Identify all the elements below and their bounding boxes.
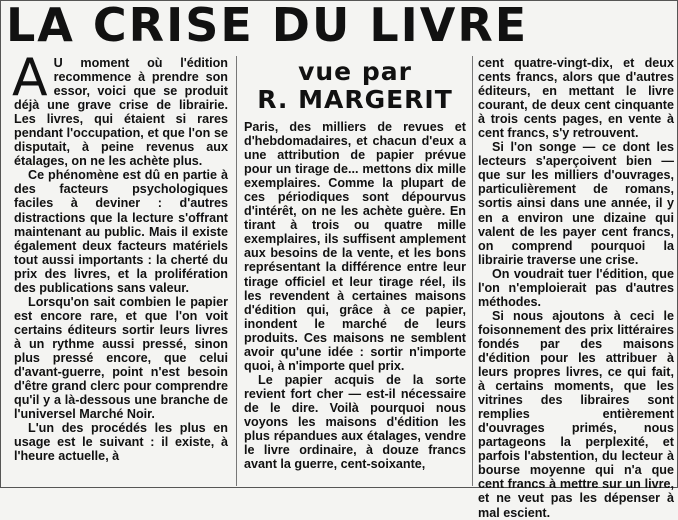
subtitle-block bbox=[244, 58, 466, 114]
paragraph: L'un des procédés les plus en usage est le suivant : il existe, à l'heure actuelle, à bbox=[14, 421, 228, 464]
author-name: R. MARGERIT bbox=[257, 85, 453, 114]
article-column-1 bbox=[12, 48, 228, 464]
column-rule bbox=[236, 56, 237, 486]
paragraph: cent quatre-vingt-dix, et deux cents francs, alors que d'autres éditeurs, en mettant le livre courant, de deux cent cinquante à trois cents pages, en vente à cent francs, s'y retrouvent. bbox=[478, 56, 674, 141]
paragraph: Le papier acquis de la sorte revient fort cher — est-il nécessaire de le dire. Voilà pourquoi nous voyons les maisons d'édition les plus répandues aux étalages, vendre le livre ordinaire, à douze francs avant la guerre, cent-soixante, bbox=[244, 372, 466, 472]
subtitle-line-1: vue par bbox=[298, 57, 412, 86]
paragraph: Ce phénomène est dû en partie à des facteurs psychologiques faciles à deviner : d'autres distractions que la lecture s'offrant maintenant au public. Mais il existe également deux facteurs matériels tout aussi importants : la cherté du prix des livres, et la prolifération des publications sans valeur. bbox=[14, 168, 228, 295]
column-rule bbox=[472, 56, 473, 486]
drop-cap: A bbox=[12, 48, 48, 108]
article-column-2 bbox=[244, 120, 466, 471]
headline: LA CRISE DU LIVRE bbox=[6, 0, 529, 52]
lead-text: U moment où l'édition recommence à prendre son essor, voici que se produit déjà une grave crise de librairie. Les livres, qui étaient si rares pendant l'occupation, et que l'on se disputait, à peine revenus aux étalages, on ne les achète plus. bbox=[14, 56, 228, 169]
paragraph: Lorsqu'on sait combien le papier est encore rare, et que l'on voit certains éditeurs sortir leurs livres à un rythme aussi pressé, sinon plus pressé encore, que celui d'avant-guerre, point n'est besoin d'être grand clerc pour comprendre qu'il y a là-dessous une branche de l'universel Marché Noir. bbox=[14, 294, 228, 422]
article-column-3 bbox=[478, 56, 674, 520]
paragraph: Si l'on songe — ce dont les lecteurs s'aperçoivent bien — que sur les milliers d'ouvrages, particulièrement de romans, sortis ainsi dans une année, il y en a environ une dizaine qui valent de les payer cent francs, on comprend pourquoi la librairie traverse une crise. bbox=[478, 140, 674, 267]
paragraph: Si nous ajoutons à ceci le foisonnement des prix littéraires fondés par des maisons d'édition pour les attribuer à leurs propres livres, ce qui fait, à certains moments, que les vitrines des libraires sont remplies entièrement d'ouvrages primés, nous partageons la perplexité, et parfois l'abstention, du lecteur à bourse moyenne qui n'a que cent francs à mettre sur un livre, et ne veut pas les dépenser à mal escient. bbox=[478, 308, 674, 520]
paragraph: Paris, des milliers de revues et d'hebdomadaires, et chacun d'eux a une attribution de papier prévue pour un tirage de... mettons dix mille exemplaires. Comme la plupart de ces périodiques sont dépourvus d'intérêt, on ne les achète guère. En tirant à trois ou quatre mille exemplaires, ils suffisent amplement aux besoins de la vente, et les bons représentant la différence entre leur tirage officiel et leur tirage réel, ils les revendent à certaines maisons d'édition qui, grâce à ce papier, inondent le marché de leurs produits. Ces maisons ne semblent avoir qu'une idée : sortir n'importe quoi, à n'importe quel prix. bbox=[244, 120, 466, 373]
lead-paragraph bbox=[12, 48, 228, 169]
paragraph: On voudrait tuer l'édition, que l'on n'emploierait pas d'autres méthodes. bbox=[478, 266, 674, 309]
